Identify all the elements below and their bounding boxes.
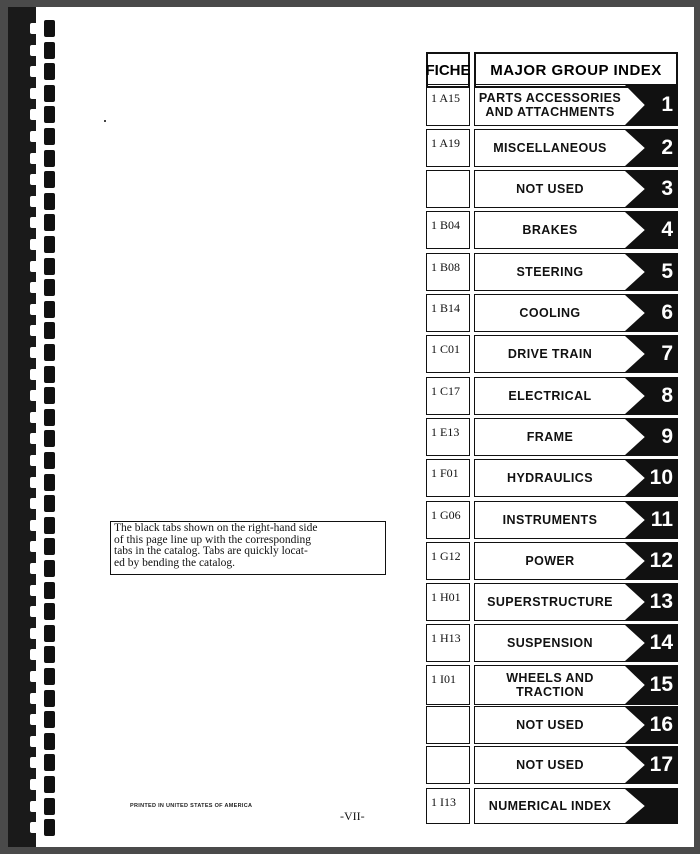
binding-ring — [30, 495, 56, 512]
group-name: PARTS ACCESSORIES AND ATTACHMENTS — [478, 91, 622, 119]
binding-ring — [30, 776, 56, 793]
group-name: POWER — [525, 554, 575, 568]
binding-ring — [30, 20, 56, 37]
fiche-column-header: FICHE — [426, 52, 470, 88]
group-name: NOT USED — [516, 182, 584, 196]
index-row — [426, 294, 678, 332]
binding-ring — [30, 193, 56, 210]
fiche-code: 1 A15 — [426, 84, 470, 126]
group-label-box — [474, 706, 678, 744]
index-row — [426, 706, 678, 744]
binding-ring — [30, 603, 56, 620]
tab-number: 15 — [649, 673, 673, 696]
tab-number: 10 — [649, 466, 673, 489]
binding-ring — [30, 711, 56, 728]
index-row — [426, 459, 678, 497]
fiche-code: 1 I13 — [426, 788, 470, 824]
binding-ring — [30, 322, 56, 339]
binding-ring — [30, 236, 56, 253]
binding-ring — [30, 279, 56, 296]
binding-ring — [30, 214, 56, 231]
group-name: BRAKES — [522, 223, 578, 237]
group-label-box — [474, 624, 678, 662]
tab-number: 5 — [661, 260, 673, 283]
binding-ring — [30, 582, 56, 599]
tab-number: 7 — [661, 342, 673, 365]
index-row — [426, 583, 678, 621]
index-row — [426, 377, 678, 415]
fiche-code: 1 H01 — [426, 583, 470, 621]
binding-ring — [30, 106, 56, 123]
group-label-box — [474, 129, 678, 167]
group-name: FRAME — [526, 430, 574, 444]
group-label-box — [474, 788, 678, 824]
binding-ring — [30, 171, 56, 188]
binding-ring — [30, 85, 56, 102]
group-name: SUPERSTRUCTURE — [487, 595, 613, 609]
group-name: ELECTRICAL — [508, 389, 592, 403]
index-row — [426, 170, 678, 208]
index-row — [426, 501, 678, 539]
tab-number: 2 — [661, 136, 673, 159]
binding-ring — [30, 538, 56, 555]
fiche-code: 1 F01 — [426, 459, 470, 497]
note-line: ed by bending the catalog. — [114, 556, 236, 569]
fiche-code: 1 H13 — [426, 624, 470, 662]
printed-in-usa: PRINTED IN UNITED STATES OF AMERICA — [130, 803, 253, 809]
group-label-box — [474, 294, 678, 332]
group-label-box — [474, 746, 678, 784]
fiche-code — [426, 706, 470, 744]
group-name: NOT USED — [516, 718, 584, 732]
group-name: NOT USED — [516, 758, 584, 772]
fiche-code: 1 B08 — [426, 253, 470, 291]
fiche-code: 1 I01 — [426, 665, 470, 705]
group-name: NUMERICAL INDEX — [488, 799, 612, 813]
fiche-code — [426, 746, 470, 784]
binding-ring — [30, 646, 56, 663]
tab-number: 3 — [661, 177, 673, 200]
binding-ring — [30, 63, 56, 80]
index-row — [426, 84, 678, 126]
index-row — [426, 418, 678, 456]
tab-number: 8 — [661, 384, 673, 407]
group-label-box — [474, 501, 678, 539]
fiche-code: 1 B04 — [426, 211, 470, 249]
group-label-box — [474, 459, 678, 497]
binding-ring — [30, 668, 56, 685]
group-label-box — [474, 84, 678, 126]
group-label-box — [474, 665, 678, 705]
binding-ring — [30, 387, 56, 404]
binding-ring — [30, 344, 56, 361]
index-row — [426, 542, 678, 580]
binding-ring — [30, 128, 56, 145]
tab-number: 6 — [661, 301, 673, 324]
group-name: DRIVE TRAIN — [507, 347, 593, 361]
tab-number: 13 — [649, 590, 673, 613]
binding-ring — [30, 258, 56, 275]
binding-ring — [30, 474, 56, 491]
binding-ring — [30, 366, 56, 383]
tab-number: 1 — [661, 93, 673, 116]
fiche-code: 1 C01 — [426, 335, 470, 373]
group-name: SUSPENSION — [507, 636, 593, 650]
tab-number: 9 — [661, 425, 673, 448]
black-tab — [625, 789, 677, 823]
index-row — [426, 335, 678, 373]
index-row — [426, 788, 678, 824]
binding-ring — [30, 819, 56, 836]
binding-ring — [30, 517, 56, 534]
tab-number: 4 — [661, 218, 673, 241]
binding-ring — [30, 150, 56, 167]
index-row — [426, 746, 678, 784]
fiche-code: 1 A19 — [426, 129, 470, 167]
group-name: COOLING — [519, 306, 581, 320]
tab-number: 11 — [650, 508, 673, 531]
page-speck — [104, 120, 106, 122]
tab-number: 17 — [649, 753, 673, 776]
group-label-box — [474, 211, 678, 249]
binding-ring — [30, 452, 56, 469]
index-row — [426, 129, 678, 167]
tab-number: 14 — [649, 631, 673, 654]
binding-ring — [30, 430, 56, 447]
index-title: MAJOR GROUP INDEX — [474, 52, 678, 88]
binding-ring — [30, 301, 56, 318]
group-label-box — [474, 542, 678, 580]
major-group-index — [426, 52, 678, 824]
group-label-box — [474, 253, 678, 291]
fiche-code — [426, 170, 470, 208]
group-label-box — [474, 583, 678, 621]
group-label-box — [474, 418, 678, 456]
index-row — [426, 253, 678, 291]
note-line: The black tabs shown on the right-hand side — [114, 522, 318, 534]
page-number: -VII- — [340, 809, 365, 823]
group-name: STEERING — [516, 265, 584, 279]
note-line: tabs in the catalog. Tabs are quickly locat- — [114, 545, 308, 557]
fiche-code: 1 B14 — [426, 294, 470, 332]
fiche-code: 1 G06 — [426, 501, 470, 539]
fiche-code: 1 E13 — [426, 418, 470, 456]
binding-ring — [30, 560, 56, 577]
note-line: of this page line up with the corresponding — [114, 533, 312, 546]
tab-instructions-note — [110, 521, 386, 575]
index-row — [426, 665, 678, 705]
binding-ring — [30, 690, 56, 707]
group-name: INSTRUMENTS — [502, 513, 598, 527]
index-row — [426, 211, 678, 249]
binding-ring — [30, 754, 56, 771]
group-label-box — [474, 335, 678, 373]
group-name: WHEELS AND TRACTION — [506, 671, 594, 699]
binding-ring — [30, 625, 56, 642]
fiche-code: 1 G12 — [426, 542, 470, 580]
group-name: MISCELLANEOUS — [493, 141, 607, 155]
binding-ring — [30, 42, 56, 59]
binding-ring — [30, 409, 56, 426]
binding-ring — [30, 733, 56, 750]
fiche-code: 1 C17 — [426, 377, 470, 415]
tab-number: 12 — [649, 549, 673, 572]
group-label-box — [474, 170, 678, 208]
group-label-box — [474, 377, 678, 415]
index-row — [426, 624, 678, 662]
binding-ring — [30, 798, 56, 815]
group-name: HYDRAULICS — [507, 471, 593, 485]
tab-number: 16 — [649, 713, 673, 736]
